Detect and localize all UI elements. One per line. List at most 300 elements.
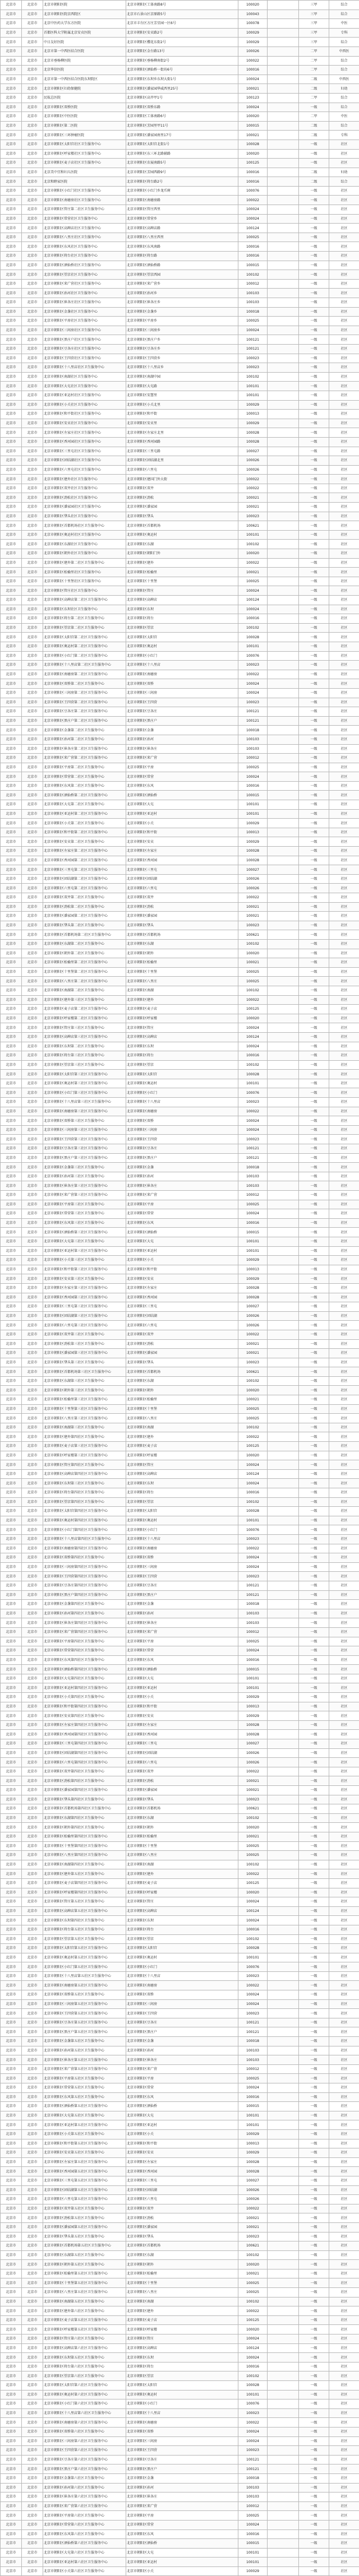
cell-postcode[interactable]: 100103 — [238, 1618, 268, 1628]
cell-postcode[interactable]: 100029 — [238, 38, 268, 47]
cell-beds[interactable] — [268, 289, 299, 298]
cell-address[interactable]: 北京市朝阳区工体南路6号 — [126, 112, 238, 122]
cell-address[interactable]: 北京市朝阳区高碑店 — [126, 596, 238, 605]
cell-type[interactable]: 社区 — [329, 1860, 359, 1869]
cell-address[interactable]: 北京市朝阳区潘家园 — [126, 1349, 238, 1358]
cell-name[interactable]: 北京市朝阳区安贞第五社区卫生服务中心 — [43, 2148, 126, 2158]
cell-beds[interactable] — [268, 1107, 299, 1116]
cell-city[interactable]: 北京市 — [22, 2334, 43, 2344]
cell-address[interactable]: 北京市朝阳区东风 — [126, 781, 238, 791]
cell-postcode[interactable]: 100018 — [238, 2037, 268, 2046]
cell-address[interactable]: 北京市朝阳区平房 — [126, 2074, 238, 2083]
cell-postcode[interactable]: 100012 — [238, 1191, 268, 1200]
cell-grade[interactable]: 一级 — [299, 2483, 329, 2493]
cell-name[interactable]: 北京市朝阳区管庄第二社区卫生服务中心 — [43, 205, 126, 215]
cell-city[interactable]: 北京市 — [22, 1609, 43, 1618]
cell-province[interactable]: 北京市 — [1, 586, 22, 596]
cell-name[interactable]: 北京市朝阳区太阳宫社区卫生服务中心 — [43, 140, 126, 149]
cell-type[interactable]: 社区 — [329, 809, 359, 819]
cell-type[interactable]: 中医 — [329, 19, 359, 29]
cell-postcode[interactable]: 100026 — [238, 1311, 268, 1321]
cell-beds[interactable] — [268, 763, 299, 772]
cell-beds[interactable] — [268, 2455, 299, 2464]
cell-address[interactable]: 北京市朝阳区樱花东街2号 — [126, 38, 238, 47]
cell-type[interactable]: 社区 — [329, 1720, 359, 1730]
table-row[interactable] — [1, 2083, 359, 2093]
cell-type[interactable]: 社区 — [329, 1869, 359, 1879]
cell-postcode[interactable]: 100021 — [238, 1776, 268, 1786]
cell-name[interactable]: 北京市朝阳区东坝第二社区卫生服务中心 — [43, 1042, 126, 1051]
cell-address[interactable]: 北京市朝阳区酒仙桥 — [126, 2102, 238, 2111]
table-row[interactable] — [1, 1116, 359, 1126]
table-row[interactable] — [1, 995, 359, 1005]
cell-grade[interactable]: 一级 — [299, 2315, 329, 2325]
cell-address[interactable]: 北京市朝阳区呼家楼 — [126, 1451, 238, 1460]
table-row[interactable] — [1, 2037, 359, 2046]
cell-postcode[interactable]: 100023 — [238, 1358, 268, 1367]
cell-type[interactable]: 社区 — [329, 503, 359, 512]
cell-province[interactable]: 北京市 — [1, 1497, 22, 1507]
cell-grade[interactable]: 一级 — [299, 939, 329, 949]
cell-city[interactable]: 北京市 — [22, 493, 43, 503]
cell-postcode[interactable]: 100125 — [238, 1442, 268, 1451]
table-row[interactable] — [1, 317, 359, 326]
cell-address[interactable]: 北京市朝阳区三里屯 — [126, 1302, 238, 1312]
cell-grade[interactable]: 二级 — [299, 177, 329, 187]
table-row[interactable] — [1, 2493, 359, 2502]
cell-address[interactable]: 北京市朝阳区高碑店 — [126, 2343, 238, 2353]
cell-beds[interactable] — [268, 651, 299, 661]
cell-province[interactable]: 北京市 — [1, 1442, 22, 1451]
cell-name[interactable]: 北京市朝阳区麦子店第五社区卫生服务中心 — [43, 2315, 126, 2325]
cell-name[interactable]: 北京市朝阳区亚运村第二社区卫生服务中心 — [43, 809, 126, 819]
table-row[interactable] — [1, 2334, 359, 2344]
cell-address[interactable]: 北京市朝阳区双桥 — [126, 679, 238, 689]
cell-name[interactable]: 北京市朝阳区小红门第五社区卫生服务中心 — [43, 1962, 126, 1972]
cell-city[interactable]: 北京市 — [22, 921, 43, 930]
cell-address[interactable]: 北京市朝阳区松榆里 — [126, 1395, 238, 1405]
cell-beds[interactable] — [268, 2566, 299, 2576]
cell-grade[interactable]: 二甲 — [299, 112, 329, 122]
cell-name[interactable]: 北京市朝阳区亚运村第五社区卫生服务中心 — [43, 2120, 126, 2130]
cell-address[interactable]: 北京市朝阳区酒仙桥 — [126, 2539, 238, 2549]
cell-province[interactable]: 北京市 — [1, 735, 22, 744]
cell-province[interactable]: 北京市 — [1, 1070, 22, 1079]
cell-beds[interactable] — [268, 2074, 299, 2083]
cell-beds[interactable] — [268, 2102, 299, 2111]
cell-name[interactable]: 北京市朝阳区小红门第二社区卫生服务中心 — [43, 651, 126, 661]
cell-province[interactable]: 北京市 — [1, 177, 22, 187]
cell-province[interactable]: 北京市 — [1, 149, 22, 159]
cell-type[interactable]: 综合 — [329, 177, 359, 187]
cell-name[interactable]: 北京市朝阳区十里堡第二社区卫生服务中心 — [43, 967, 126, 977]
cell-type[interactable]: 社区 — [329, 2222, 359, 2232]
cell-address[interactable]: 北京市朝阳区安贞路2号 — [126, 28, 238, 38]
cell-address[interactable]: 北京市朝阳区和平街 — [126, 2139, 238, 2148]
cell-postcode[interactable]: 100621 — [238, 1804, 268, 1814]
cell-address[interactable]: 北京市朝阳区首都机场 — [126, 2241, 238, 2251]
cell-type[interactable]: 社区 — [329, 1888, 359, 1897]
table-row[interactable] — [1, 1153, 359, 1163]
cell-city[interactable]: 北京市 — [22, 2278, 43, 2288]
cell-city[interactable]: 北京市 — [22, 781, 43, 791]
cell-name[interactable]: 北京市朝阳区第二医院 — [43, 121, 126, 131]
cell-address[interactable]: 北京市朝阳区八里庄 — [126, 977, 238, 986]
cell-type[interactable]: 社区 — [329, 447, 359, 456]
cell-postcode[interactable]: 100021 — [238, 2269, 268, 2278]
cell-grade[interactable]: 一级 — [299, 1088, 329, 1098]
table-row[interactable] — [1, 2064, 359, 2074]
cell-address[interactable]: 北京市朝阳区潘家园 — [126, 503, 238, 512]
cell-postcode[interactable]: 100015 — [238, 2539, 268, 2549]
cell-name[interactable]: 北京市朝阳区潘家园第三社区卫生服务中心 — [43, 1349, 126, 1358]
table-row[interactable] — [1, 1748, 359, 1758]
cell-beds[interactable] — [268, 1070, 299, 1079]
cell-city[interactable]: 北京市 — [22, 2353, 43, 2363]
table-row[interactable] — [1, 735, 359, 744]
cell-beds[interactable] — [268, 1795, 299, 1804]
cell-province[interactable]: 北京市 — [1, 307, 22, 317]
cell-type[interactable]: 社区 — [329, 1283, 359, 1293]
cell-province[interactable]: 北京市 — [1, 772, 22, 782]
cell-name[interactable]: 北京市朝阳区六里屯社区卫生服务中心 — [43, 465, 126, 475]
cell-address[interactable]: 北京市朝阳区大屯 — [126, 800, 238, 810]
cell-postcode[interactable]: 100021 — [238, 493, 268, 503]
cell-province[interactable]: 北京市 — [1, 1107, 22, 1116]
cell-postcode[interactable]: 100121 — [238, 2027, 268, 2037]
cell-name[interactable]: 北京市朝阳区王四营第六社区卫生服务中心 — [43, 2446, 126, 2456]
cell-province[interactable]: 北京市 — [1, 1135, 22, 1144]
cell-grade[interactable]: 一级 — [299, 400, 329, 410]
cell-address[interactable]: 北京市朝阳区东湖 — [126, 2250, 238, 2260]
cell-address[interactable]: 北京市朝阳区麦子店 — [126, 2315, 238, 2325]
table-row[interactable] — [1, 56, 359, 66]
cell-beds[interactable] — [268, 1386, 299, 1395]
cell-grade[interactable]: 一级 — [299, 2260, 329, 2269]
cell-postcode[interactable]: 100018 — [238, 1600, 268, 1609]
cell-grade[interactable]: 一级 — [299, 1181, 329, 1191]
cell-province[interactable]: 北京市 — [1, 1823, 22, 1832]
cell-grade[interactable]: 一级 — [299, 326, 329, 335]
cell-city[interactable]: 北京市 — [22, 1404, 43, 1414]
cell-postcode[interactable]: 100021 — [238, 1339, 268, 1349]
cell-type[interactable]: 社区 — [329, 1367, 359, 1377]
cell-type[interactable]: 社区 — [329, 2436, 359, 2446]
cell-postcode[interactable]: 100029 — [238, 819, 268, 828]
cell-city[interactable]: 北京市 — [22, 456, 43, 466]
cell-address[interactable]: 北京市朝阳区松榆里 — [126, 568, 238, 577]
cell-postcode[interactable]: 100022 — [238, 2204, 268, 2213]
cell-type[interactable]: 社区 — [329, 1553, 359, 1563]
cell-name[interactable]: 北京市朝阳区将台第二社区卫生服务中心 — [43, 614, 126, 624]
cell-postcode[interactable]: 100125 — [238, 2315, 268, 2325]
cell-name[interactable]: 北京市朝阳区酒仙桥第六社区卫生服务中心 — [43, 2539, 126, 2549]
cell-address[interactable]: 北京市朝阳区金盏 — [126, 2037, 238, 2046]
cell-type[interactable]: 社区 — [329, 977, 359, 986]
cell-beds[interactable] — [268, 410, 299, 419]
cell-address[interactable]: 北京市朝阳区奥运村 — [126, 2390, 238, 2399]
cell-address[interactable]: 北京市丰台区方庄芳星园一区6号 — [126, 19, 238, 29]
cell-address[interactable]: 北京市朝阳区双桥 — [126, 1116, 238, 1126]
cell-beds[interactable] — [268, 1860, 299, 1869]
cell-address[interactable]: 北京市朝阳区潘家园南里17号 — [126, 131, 238, 140]
cell-type[interactable]: 社区 — [329, 2278, 359, 2288]
table-row[interactable] — [1, 1637, 359, 1646]
cell-postcode[interactable]: 100020 — [238, 1014, 268, 1023]
cell-address[interactable]: 北京市朝阳区南湖 — [126, 1423, 238, 1432]
cell-province[interactable]: 北京市 — [1, 1386, 22, 1395]
cell-postcode[interactable]: 100022 — [238, 2306, 268, 2316]
cell-type[interactable]: 社区 — [329, 140, 359, 149]
cell-province[interactable]: 北京市 — [1, 1832, 22, 1841]
cell-postcode[interactable]: 100023 — [238, 2408, 268, 2418]
cell-address[interactable]: 北京市朝阳区将台路2号 — [126, 177, 238, 187]
cell-type[interactable]: 社区 — [329, 372, 359, 382]
table-row[interactable] — [1, 967, 359, 977]
cell-address[interactable]: 北京市朝阳区王四营 — [126, 698, 238, 707]
cell-beds[interactable] — [268, 754, 299, 763]
cell-beds[interactable] — [268, 995, 299, 1005]
cell-address[interactable]: 北京市朝阳区劲松 — [126, 1339, 238, 1349]
cell-grade[interactable]: 一级 — [299, 679, 329, 689]
cell-beds[interactable] — [268, 2120, 299, 2130]
cell-name[interactable]: 北京市朝阳区管庄第六社区卫生服务中心 — [43, 2334, 126, 2344]
cell-address[interactable]: 北京市朝阳区东湖 — [126, 1376, 238, 1386]
cell-province[interactable]: 北京市 — [1, 1228, 22, 1237]
table-row[interactable] — [1, 2390, 359, 2399]
cell-postcode[interactable]: 100022 — [238, 2418, 268, 2428]
cell-province[interactable]: 北京市 — [1, 1609, 22, 1618]
cell-type[interactable]: 社区 — [329, 1590, 359, 1600]
cell-grade[interactable]: 一级 — [299, 995, 329, 1005]
cell-province[interactable]: 北京市 — [1, 317, 22, 326]
cell-province[interactable]: 北京市 — [1, 2427, 22, 2436]
cell-name[interactable]: 北京华信医院 — [43, 66, 126, 75]
cell-name[interactable]: 北京市朝阳区东坝第四社区卫生服务中心 — [43, 1916, 126, 1925]
cell-postcode[interactable]: 100103 — [238, 2055, 268, 2065]
cell-beds[interactable] — [268, 1451, 299, 1460]
cell-city[interactable]: 北京市 — [22, 1925, 43, 1934]
table-row[interactable] — [1, 391, 359, 400]
cell-address[interactable]: 北京市朝阳区六里屯 — [126, 1758, 238, 1767]
cell-beds[interactable] — [268, 75, 299, 84]
cell-city[interactable]: 北京市 — [22, 949, 43, 958]
cell-type[interactable]: 社区 — [329, 391, 359, 400]
cell-city[interactable]: 北京市 — [22, 1795, 43, 1804]
cell-name[interactable]: 北京市朝阳区南磨房第六社区卫生服务中心 — [43, 2418, 126, 2428]
cell-name[interactable]: 北京市朝阳区金盏第五社区卫生服务中心 — [43, 2037, 126, 2046]
table-row[interactable] — [1, 1237, 359, 1246]
table-row[interactable] — [1, 1442, 359, 1451]
cell-city[interactable]: 北京市 — [22, 1423, 43, 1432]
cell-city[interactable]: 北京市 — [22, 2037, 43, 2046]
table-row[interactable] — [1, 326, 359, 335]
cell-city[interactable]: 北京市 — [22, 326, 43, 335]
cell-city[interactable]: 北京市 — [22, 2176, 43, 2185]
cell-postcode[interactable]: 100023 — [238, 2009, 268, 2018]
cell-province[interactable]: 北京市 — [1, 1693, 22, 1702]
cell-address[interactable]: 北京市朝阳区松榆里 — [126, 958, 238, 968]
cell-grade[interactable]: 一级 — [299, 2129, 329, 2139]
cell-name[interactable]: 北京市朝阳区妇幼保健院 — [43, 84, 126, 94]
cell-name[interactable]: 北京市朝阳区南磨房第二社区卫生服务中心 — [43, 670, 126, 679]
table-row[interactable] — [1, 1367, 359, 1377]
cell-beds[interactable] — [268, 1125, 299, 1135]
cell-type[interactable]: 社区 — [329, 2399, 359, 2409]
table-row[interactable] — [1, 28, 359, 38]
table-row[interactable] — [1, 2195, 359, 2204]
cell-type[interactable]: 社区 — [329, 521, 359, 531]
table-row[interactable] — [1, 493, 359, 503]
cell-postcode[interactable]: 100026 — [238, 456, 268, 466]
cell-type[interactable]: 社区 — [329, 1618, 359, 1628]
cell-type[interactable]: 社区 — [329, 698, 359, 707]
cell-city[interactable]: 北京市 — [22, 2009, 43, 2018]
cell-postcode[interactable]: 100027 — [238, 2176, 268, 2185]
cell-name[interactable]: 北京市朝阳区常营第六社区卫生服务中心 — [43, 2520, 126, 2529]
table-row[interactable] — [1, 1897, 359, 1907]
cell-grade[interactable]: 一级 — [299, 233, 329, 242]
cell-postcode[interactable]: 100016 — [238, 1655, 268, 1665]
table-row[interactable] — [1, 568, 359, 577]
cell-city[interactable]: 北京市 — [22, 1720, 43, 1730]
cell-beds[interactable] — [268, 1432, 299, 1442]
cell-postcode[interactable]: 100024 — [238, 605, 268, 614]
cell-province[interactable]: 北京市 — [1, 1720, 22, 1730]
cell-city[interactable]: 北京市 — [22, 75, 43, 84]
cell-name[interactable]: 北京市朝阳区东风第三社区卫生服务中心 — [43, 1218, 126, 1228]
table-row[interactable] — [1, 1023, 359, 1033]
cell-city[interactable]: 北京市 — [22, 679, 43, 689]
cell-name[interactable]: 北京市朝阳区王四营第五社区卫生服务中心 — [43, 2009, 126, 2018]
cell-address[interactable]: 北京市朝阳区来广营 — [126, 2501, 238, 2511]
cell-grade[interactable]: 一级 — [299, 1246, 329, 1256]
cell-type[interactable]: 社区 — [329, 744, 359, 754]
cell-address[interactable]: 北京市朝阳区建外 — [126, 558, 238, 568]
cell-address[interactable]: 北京市朝阳区三间房 — [126, 2436, 238, 2446]
cell-type[interactable]: 社区 — [329, 577, 359, 586]
cell-province[interactable]: 北京市 — [1, 2483, 22, 2493]
cell-city[interactable]: 北京市 — [22, 1674, 43, 1683]
cell-name[interactable]: 北京市朝阳区双桥第六社区卫生服务中心 — [43, 2427, 126, 2436]
table-row[interactable] — [1, 1786, 359, 1795]
cell-postcode[interactable]: 100028 — [238, 428, 268, 438]
cell-name[interactable]: 北京市朝阳区金盏第三社区卫生服务中心 — [43, 1163, 126, 1172]
cell-province[interactable]: 北京市 — [1, 884, 22, 893]
cell-address[interactable]: 北京市朝阳区潘家园 — [126, 1786, 238, 1795]
cell-postcode[interactable]: 100024 — [238, 326, 268, 335]
cell-province[interactable]: 北京市 — [1, 447, 22, 456]
cell-type[interactable]: 社区 — [329, 1934, 359, 1944]
cell-beds[interactable] — [268, 437, 299, 447]
cell-type[interactable]: 综合 — [329, 93, 359, 103]
cell-type[interactable]: 社区 — [329, 1897, 359, 1907]
cell-beds[interactable] — [268, 2037, 299, 2046]
cell-postcode[interactable]: 100101 — [238, 800, 268, 810]
cell-type[interactable]: 社区 — [329, 791, 359, 800]
cell-address[interactable]: 北京市朝阳区朝阳门外 — [126, 549, 238, 559]
cell-beds[interactable] — [268, 1191, 299, 1200]
table-row[interactable] — [1, 1042, 359, 1051]
cell-type[interactable]: 社区 — [329, 1572, 359, 1581]
cell-type[interactable]: 社区 — [329, 781, 359, 791]
cell-address[interactable]: 北京市朝阳区安贞 — [126, 1274, 238, 1284]
cell-address[interactable]: 北京市朝阳区垡头 — [126, 1358, 238, 1367]
cell-city[interactable]: 北京市 — [22, 2381, 43, 2391]
cell-type[interactable]: 社区 — [329, 540, 359, 549]
cell-address[interactable]: 北京市朝阳区十八里店 — [126, 2408, 238, 2418]
cell-city[interactable]: 北京市 — [22, 1246, 43, 1256]
cell-province[interactable]: 北京市 — [1, 1, 22, 10]
cell-grade[interactable]: 一级 — [299, 1135, 329, 1144]
table-row[interactable] — [1, 1720, 359, 1730]
cell-grade[interactable]: 一级 — [299, 1042, 329, 1051]
table-row[interactable] — [1, 2278, 359, 2288]
cell-grade[interactable]: 一级 — [299, 1153, 329, 1163]
cell-type[interactable]: 社区 — [329, 1832, 359, 1841]
cell-name[interactable]: 北京市朝阳区东风第六社区卫生服务中心 — [43, 2529, 126, 2539]
cell-city[interactable]: 北京市 — [22, 1451, 43, 1460]
cell-city[interactable]: 北京市 — [22, 1507, 43, 1516]
cell-grade[interactable]: 一级 — [299, 828, 329, 837]
table-row[interactable] — [1, 2288, 359, 2297]
cell-name[interactable]: 北京市朝阳区崔各庄社区卫生服务中心 — [43, 298, 126, 308]
cell-province[interactable]: 北京市 — [1, 2148, 22, 2158]
cell-postcode[interactable]: 100020 — [238, 2325, 268, 2334]
cell-postcode[interactable]: 100023 — [238, 512, 268, 521]
cell-grade[interactable]: 一级 — [299, 2464, 329, 2474]
cell-city[interactable]: 北京市 — [22, 1181, 43, 1191]
table-row[interactable] — [1, 456, 359, 466]
cell-province[interactable]: 北京市 — [1, 1553, 22, 1563]
cell-province[interactable]: 北京市 — [1, 995, 22, 1005]
cell-postcode[interactable]: 100024 — [238, 586, 268, 596]
cell-city[interactable]: 北京市 — [22, 2074, 43, 2083]
cell-province[interactable]: 北京市 — [1, 214, 22, 224]
cell-name[interactable]: 北京市朝阳区左家庄第五社区卫生服务中心 — [43, 2157, 126, 2167]
cell-type[interactable]: 社区 — [329, 1311, 359, 1321]
cell-type[interactable]: 社区 — [329, 1581, 359, 1590]
cell-type[interactable]: 社区 — [329, 726, 359, 735]
cell-name[interactable]: 北京市朝阳区王四营第三社区卫生服务中心 — [43, 1135, 126, 1144]
cell-province[interactable]: 北京市 — [1, 1358, 22, 1367]
cell-beds[interactable] — [268, 2046, 299, 2055]
cell-type[interactable]: 中医 — [329, 112, 359, 122]
cell-address[interactable]: 北京市朝阳区常营 — [126, 2520, 238, 2529]
cell-province[interactable]: 北京市 — [1, 2548, 22, 2558]
cell-postcode[interactable]: 100028 — [238, 1944, 268, 1953]
table-row[interactable] — [1, 75, 359, 84]
cell-city[interactable]: 北京市 — [22, 1274, 43, 1284]
table-row[interactable] — [1, 186, 359, 196]
table-row[interactable] — [1, 2325, 359, 2334]
cell-name[interactable]: 北京市朝阳区黑庄户第五社区卫生服务中心 — [43, 2027, 126, 2037]
cell-grade[interactable]: 一级 — [299, 1851, 329, 1860]
table-row[interactable] — [1, 1795, 359, 1804]
cell-type[interactable]: 社区 — [329, 2288, 359, 2297]
cell-address[interactable]: 北京市朝阳区南湖 — [126, 986, 238, 995]
cell-name[interactable]: 北京市朝阳医院京西院区 — [43, 10, 126, 19]
cell-name[interactable]: 北京市朝阳区十八里店第四社区卫生服务中心 — [43, 1534, 126, 1544]
cell-address[interactable]: 北京市朝阳区安贞 — [126, 2148, 238, 2158]
cell-province[interactable]: 北京市 — [1, 1367, 22, 1377]
cell-address[interactable]: 北京市朝阳区安贞 — [126, 837, 238, 847]
cell-type[interactable]: 综合 — [329, 38, 359, 47]
cell-grade[interactable]: 一级 — [299, 1209, 329, 1219]
cell-province[interactable]: 北京市 — [1, 1860, 22, 1869]
table-row[interactable] — [1, 2250, 359, 2260]
cell-city[interactable]: 北京市 — [22, 1228, 43, 1237]
